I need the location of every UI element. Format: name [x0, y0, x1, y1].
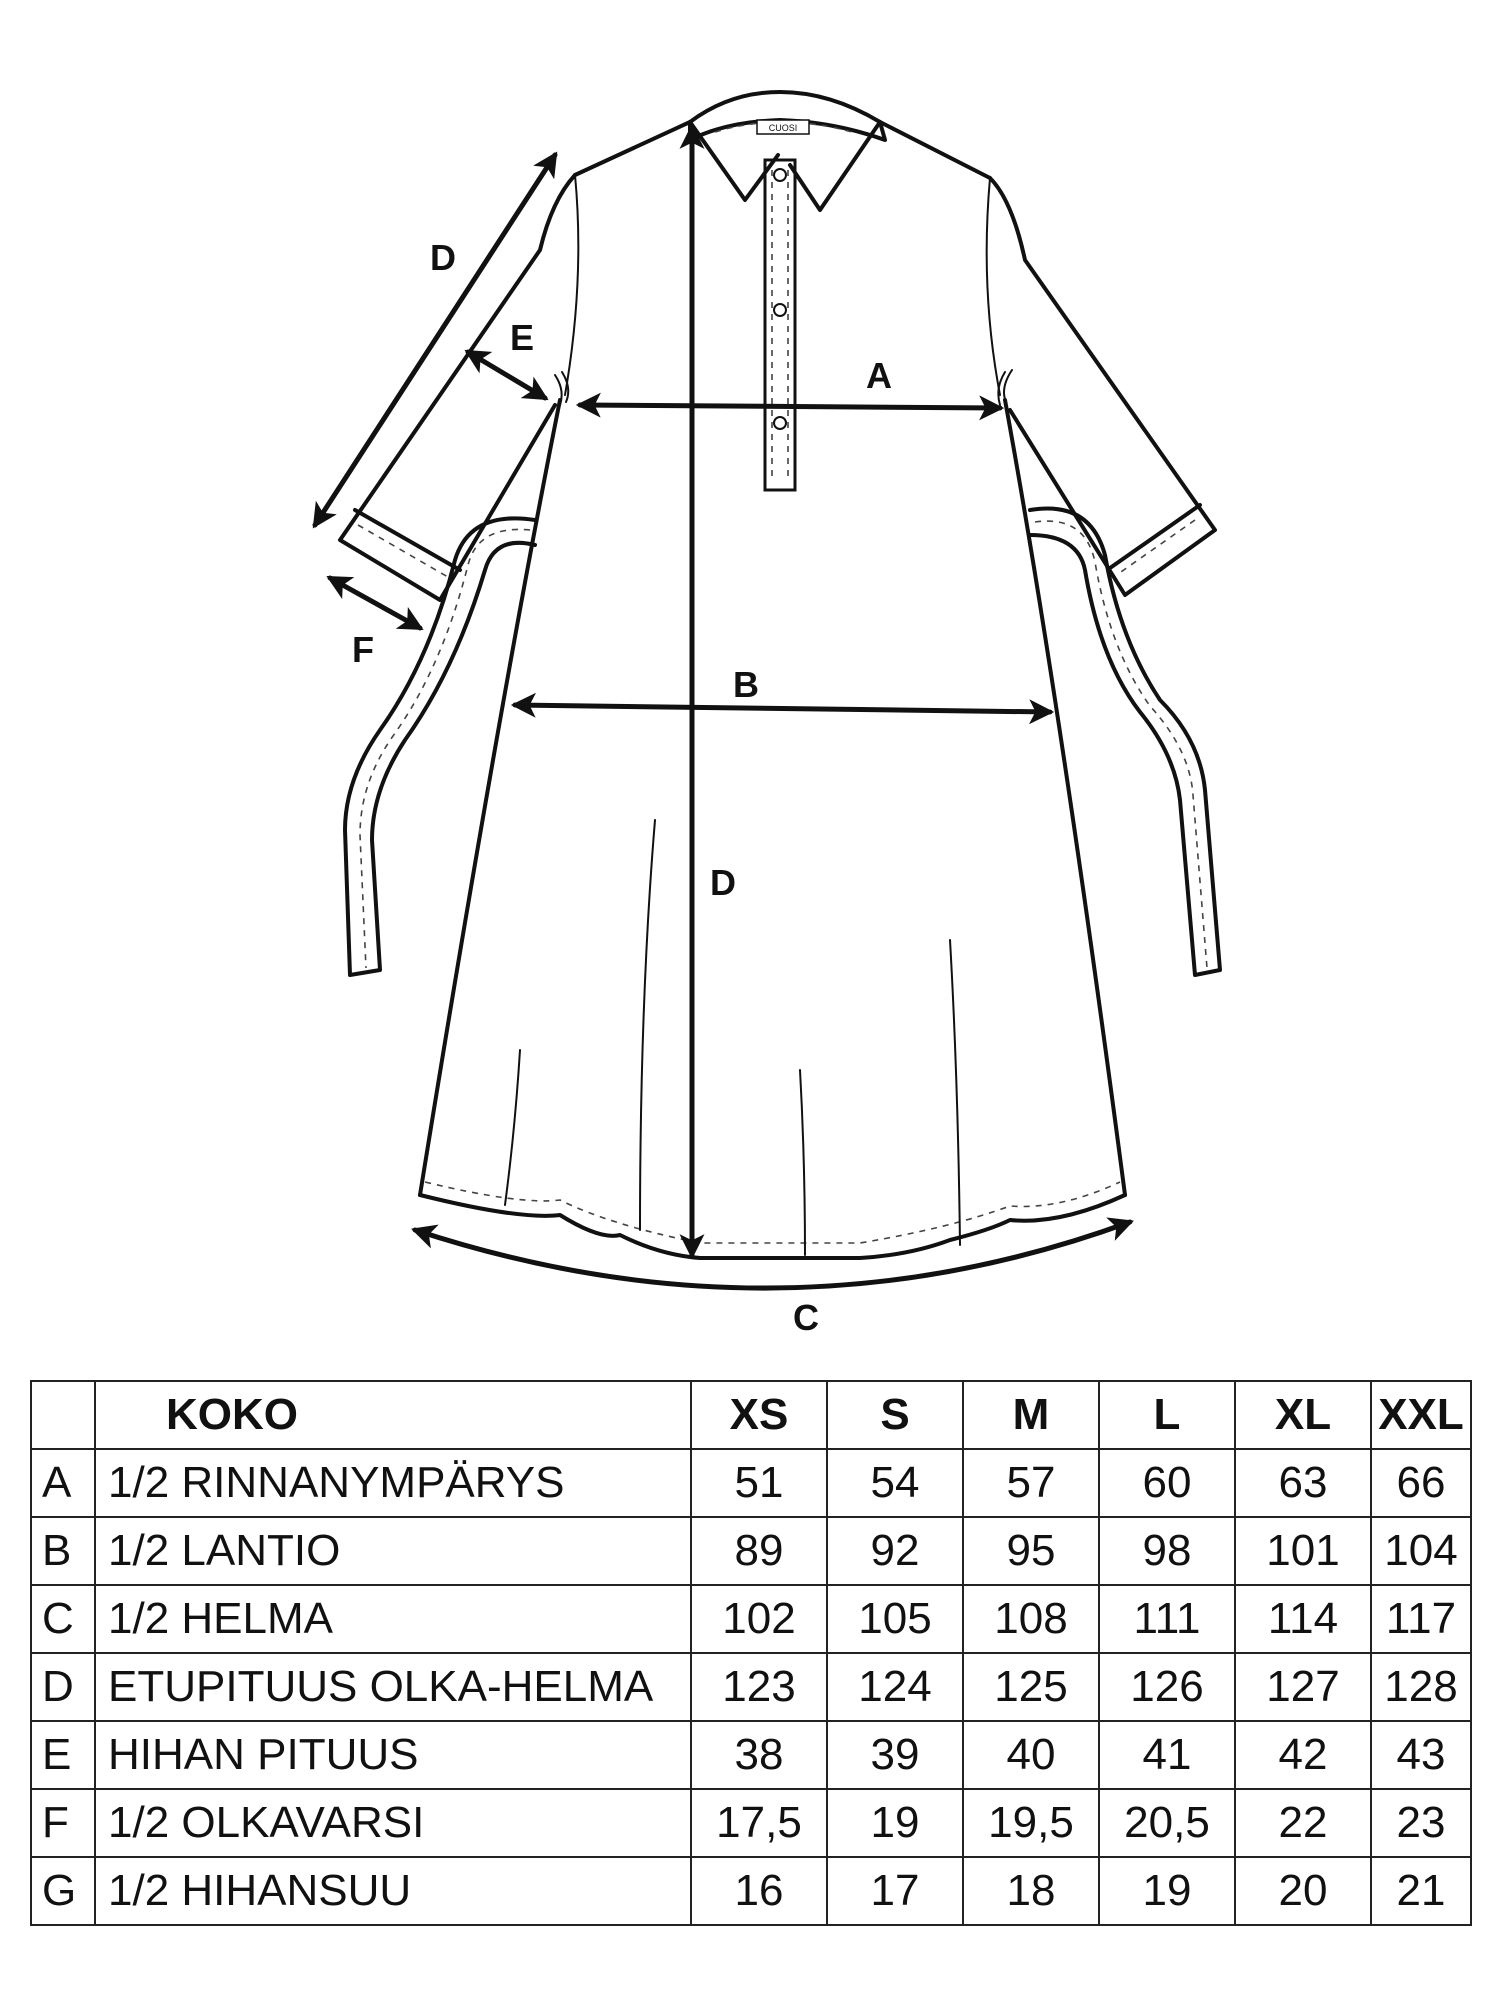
measurement-label: 1/2 HELMA	[95, 1585, 691, 1653]
measurement-value: 16	[691, 1857, 827, 1925]
measurement-value: 128	[1371, 1653, 1471, 1721]
measurement-value: 117	[1371, 1585, 1471, 1653]
table-row	[31, 1449, 1471, 1517]
measurement-value: 21	[1371, 1857, 1471, 1925]
measurement-value: 17,5	[691, 1789, 827, 1857]
table-row	[31, 1789, 1471, 1857]
header-size: M	[963, 1381, 1099, 1449]
table-row	[31, 1721, 1471, 1789]
measurement-value: 66	[1371, 1449, 1471, 1517]
measurement-letter: F	[31, 1789, 95, 1857]
measurement-value: 105	[827, 1585, 963, 1653]
measurement-label: 1/2 HIHANSUU	[95, 1857, 691, 1925]
measurement-label: ETUPITUUS OLKA-HELMA	[95, 1653, 691, 1721]
label-a: A	[866, 355, 892, 396]
arrow-f	[330, 578, 420, 628]
measurement-value: 39	[827, 1721, 963, 1789]
header-size: XL	[1235, 1381, 1371, 1449]
button-3	[774, 417, 786, 429]
table-row	[31, 1653, 1471, 1721]
header-size-label: KOKO	[95, 1381, 691, 1449]
arrow-c	[415, 1222, 1130, 1288]
measurement-letter: C	[31, 1585, 95, 1653]
label-c: C	[793, 1297, 819, 1338]
arrow-e	[468, 352, 545, 398]
measurement-value: 18	[963, 1857, 1099, 1925]
table-header-row	[31, 1381, 1471, 1449]
measurement-label: 1/2 LANTIO	[95, 1517, 691, 1585]
measurement-value: 92	[827, 1517, 963, 1585]
arrow-a	[580, 405, 1000, 408]
measurement-value: 57	[963, 1449, 1099, 1517]
measurement-letter: B	[31, 1517, 95, 1585]
measurement-value: 114	[1235, 1585, 1371, 1653]
measurement-value: 20	[1235, 1857, 1371, 1925]
measurement-arrows	[315, 128, 1130, 1288]
header-size: S	[827, 1381, 963, 1449]
measurement-value: 126	[1099, 1653, 1235, 1721]
measurement-value: 111	[1099, 1585, 1235, 1653]
measurement-letter: G	[31, 1857, 95, 1925]
label-d-sleeve: D	[430, 237, 456, 278]
measurement-value: 127	[1235, 1653, 1371, 1721]
label-d-length: D	[710, 862, 736, 903]
label-b: B	[733, 664, 759, 705]
measurement-letter: E	[31, 1721, 95, 1789]
measurement-value: 19,5	[963, 1789, 1099, 1857]
measurement-value: 98	[1099, 1517, 1235, 1585]
table-row	[31, 1585, 1471, 1653]
arrow-b	[515, 705, 1050, 712]
measurement-value: 22	[1235, 1789, 1371, 1857]
label-e: E	[510, 317, 535, 358]
measurement-value: 17	[827, 1857, 963, 1925]
measurement-value: 101	[1235, 1517, 1371, 1585]
measurement-value: 104	[1371, 1517, 1471, 1585]
measurement-value: 19	[827, 1789, 963, 1857]
header-size: XXL	[1371, 1381, 1471, 1449]
measurement-value: 20,5	[1099, 1789, 1235, 1857]
measurement-letter: A	[31, 1449, 95, 1517]
measurement-value: 19	[1099, 1857, 1235, 1925]
header-size: XS	[691, 1381, 827, 1449]
button-1	[774, 169, 786, 181]
measurement-value: 102	[691, 1585, 827, 1653]
header-letter-cell	[31, 1381, 95, 1449]
measurement-label: 1/2 RINNANYMPÄRYS	[95, 1449, 691, 1517]
size-table	[30, 1380, 1472, 1926]
measurement-value: 89	[691, 1517, 827, 1585]
measurement-value: 41	[1099, 1721, 1235, 1789]
measurement-value: 123	[691, 1653, 827, 1721]
measurement-value: 40	[963, 1721, 1099, 1789]
brand-tag-label: CUOSI	[768, 123, 798, 133]
measurement-value: 63	[1235, 1449, 1371, 1517]
measurement-value: 38	[691, 1721, 827, 1789]
measurement-value: 23	[1371, 1789, 1471, 1857]
measurement-value: 125	[963, 1653, 1099, 1721]
measurement-value: 42	[1235, 1721, 1371, 1789]
dress-outline	[340, 92, 1220, 1258]
measurement-letter: D	[31, 1653, 95, 1721]
measurement-value: 43	[1371, 1721, 1471, 1789]
measurement-value: 108	[963, 1585, 1099, 1653]
label-f: F	[352, 629, 374, 670]
measurement-label: HIHAN PITUUS	[95, 1721, 691, 1789]
measurement-value: 51	[691, 1449, 827, 1517]
header-size: L	[1099, 1381, 1235, 1449]
measurement-value: 95	[963, 1517, 1099, 1585]
measurement-value: 60	[1099, 1449, 1235, 1517]
table-row	[31, 1517, 1471, 1585]
table-row	[31, 1857, 1471, 1925]
measurement-value: 124	[827, 1653, 963, 1721]
measurement-value: 54	[827, 1449, 963, 1517]
measurement-label: 1/2 OLKAVARSI	[95, 1789, 691, 1857]
button-2	[774, 304, 786, 316]
